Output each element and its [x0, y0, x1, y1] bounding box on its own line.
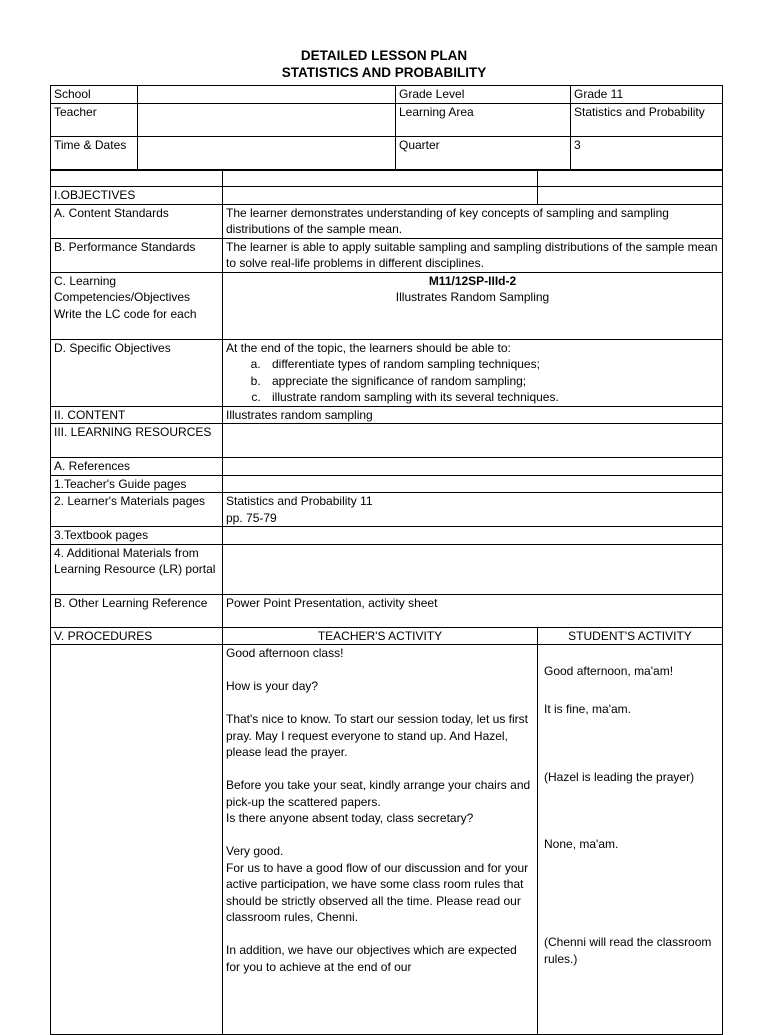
teacher-line: Before you take your seat, kindly arrange your chairs and pick-up the scattered papers. — [226, 778, 531, 809]
student-line: Good afternoon, ma'am! — [544, 664, 674, 678]
learners-materials-book: Statistics and Probability 11 — [226, 494, 373, 508]
blank-cell — [223, 424, 723, 458]
list-item: c. illustrate random sampling with its several techniques. — [264, 389, 719, 406]
grade-level-label: Grade Level — [396, 86, 571, 104]
learning-area-label: Learning Area — [396, 103, 571, 136]
teacher-line: For us to have a good flow of our discussion and for your active participation, we have some class room rules that should be strictly observed all the time. Please read our classroom rules, Chenni. — [226, 860, 529, 924]
content-standards-text: The learner demonstrates understanding of key concepts of sampling and sampling distributions of the sample mean. — [223, 204, 723, 238]
quarter-label: Quarter — [396, 136, 571, 169]
teacher-line: Is there anyone absent today, class secretary? — [226, 811, 474, 825]
teacher-line: How is your day? — [226, 679, 319, 693]
student-line: (Chenni will read the classroom rules.) — [544, 935, 712, 966]
student-line: None, ma'am. — [544, 837, 619, 851]
specific-intro: At the end of the topic, the learners should be able to: — [226, 340, 511, 355]
school-value — [138, 86, 396, 104]
teachers-guide-label: 1.Teacher's Guide pages — [51, 475, 223, 493]
teacher-label: Teacher — [51, 103, 138, 136]
content-label: II. CONTENT — [51, 406, 223, 424]
textbook-pages-label: 3.Textbook pages — [51, 527, 223, 545]
document-title: DETAILED LESSON PLAN — [300, 48, 468, 63]
student-line: (Hazel is leading the prayer) — [544, 770, 695, 784]
teacher-line: Very good. — [226, 844, 284, 858]
additional-materials-label: 4. Additional Materials from Learning Resource (LR) portal — [51, 544, 223, 594]
content-text: Illustrates random sampling — [223, 406, 723, 424]
learning-area-value: Statistics and Probability — [571, 103, 723, 136]
lc-text: Illustrates Random Sampling — [395, 290, 550, 304]
school-label: School — [51, 86, 138, 104]
learning-resources-label: III. LEARNING RESOURCES — [51, 424, 223, 458]
list-item: a. differentiate types of random sampling techniques; — [264, 356, 719, 373]
teacher-line: That's nice to know. To start our session today, let us first pray. May I request everyone to stand up. And Hazel, please lead the prayer. — [226, 712, 528, 759]
objectives-label: I.OBJECTIVES — [51, 187, 223, 205]
blank-cell — [223, 475, 723, 493]
specific-objectives-cell — [223, 339, 723, 406]
teacher-activity-cell — [223, 645, 538, 1035]
specific-objectives-label: D. Specific Objectives — [51, 339, 223, 406]
learners-materials-pages: pp. 75-79 — [226, 510, 277, 525]
student-line: It is fine, ma'am. — [544, 702, 631, 716]
learners-materials-cell — [223, 493, 723, 527]
lc-code: M11/12SP-IIId-2 — [428, 273, 517, 288]
document-title-block — [0, 47, 768, 81]
specific-objectives-list — [226, 356, 719, 406]
other-reference-text: Power Point Presentation, activity sheet — [223, 594, 723, 627]
student-activity-cell — [538, 645, 723, 1035]
learners-materials-label: 2. Learner's Materials pages — [51, 493, 223, 527]
other-reference-label: B. Other Learning Reference — [51, 594, 223, 627]
quarter-value: 3 — [571, 136, 723, 169]
blank-cell — [223, 458, 723, 476]
procedures-label: V. PROCEDURES — [51, 627, 223, 645]
teacher-activity-header: TEACHER'S ACTIVITY — [223, 627, 538, 645]
content-standards-label: A. Content Standards — [51, 204, 223, 238]
blank-cell — [223, 544, 723, 594]
lesson-plan-table — [50, 170, 723, 1035]
teacher-value — [138, 103, 396, 136]
teacher-line: Good afternoon class! — [226, 646, 344, 660]
time-dates-label: Time & Dates — [51, 136, 138, 169]
blank-cell — [223, 171, 538, 187]
grade-level-value: Grade 11 — [571, 86, 723, 104]
performance-standards-text: The learner is able to apply suitable sampling and sampling distributions of the sample mean to solve real-life problems in different disciplines. — [223, 238, 723, 272]
performance-standards-label: B. Performance Standards — [51, 238, 223, 272]
blank-cell — [223, 187, 538, 205]
competencies-label: C. Learning Competencies/Objectives Write the LC code for each — [51, 272, 223, 339]
blank-cell — [51, 171, 223, 187]
competencies-cell — [223, 272, 723, 339]
blank-cell — [538, 187, 723, 205]
blank-cell — [223, 527, 723, 545]
time-dates-value — [138, 136, 396, 169]
document-subtitle: STATISTICS AND PROBABILITY — [281, 65, 487, 80]
header-info-table — [50, 85, 723, 170]
student-activity-header: STUDENT'S ACTIVITY — [538, 627, 723, 645]
teacher-line: In addition, we have our objectives which are expected for you to achieve at the end of our — [226, 943, 517, 974]
references-label: A. References — [51, 458, 223, 476]
list-item: b. appreciate the significance of random sampling; — [264, 373, 719, 390]
blank-cell — [51, 645, 223, 1035]
blank-cell — [538, 171, 723, 187]
